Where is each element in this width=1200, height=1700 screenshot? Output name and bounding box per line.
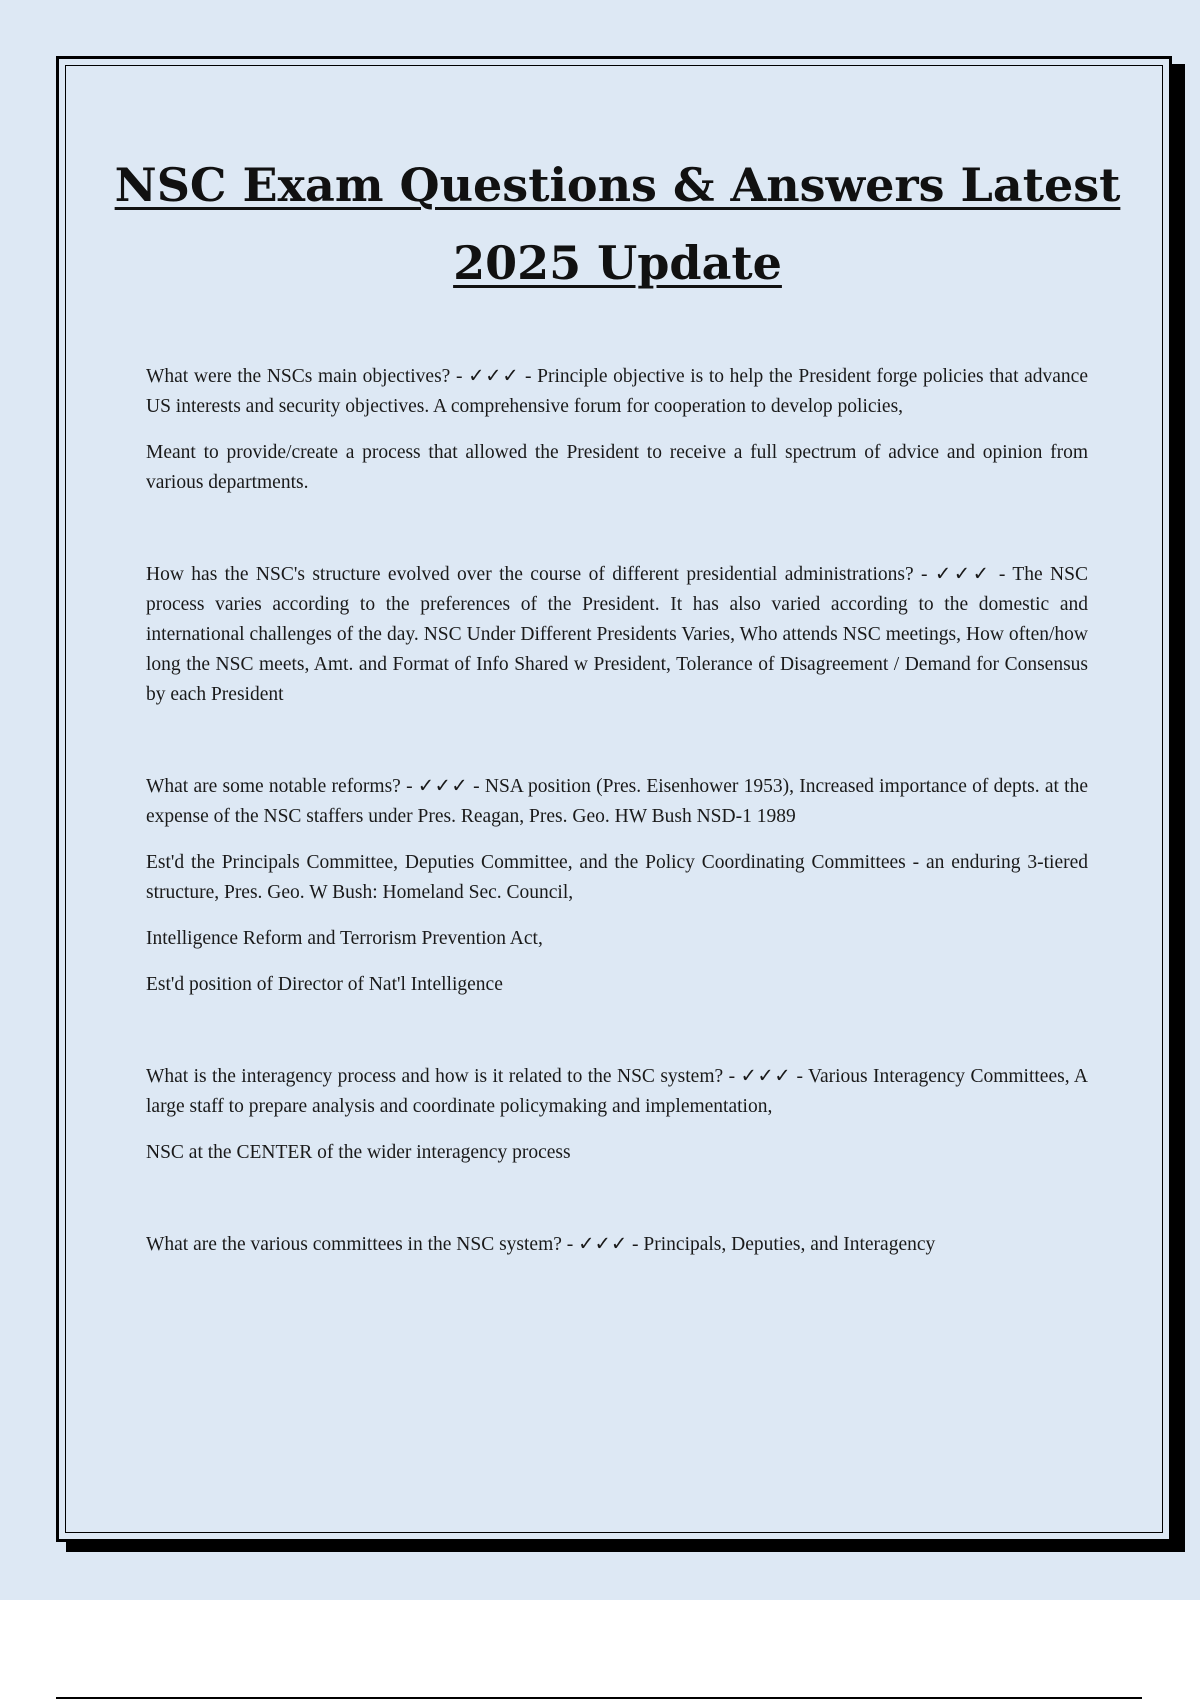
qa-paragraph: NSC at the CENTER of the wider interagency process <box>146 1142 571 1163</box>
qa-paragraph: What are the various committees in the NSC system? - ✓✓✓ - Principals, Deputies, and Interagency <box>146 1234 936 1255</box>
qa-paragraph: What are some notable reforms? - ✓✓✓ - NSA position (Pres. Eisenhower 1953), Increased importance of depts. at the expense of the NSC staffers under Pres. Reagan, Pres. Geo. HW Bush NSD-1 1989 <box>146 776 1088 827</box>
qa-item <box>146 1062 1088 1168</box>
qa-item <box>146 560 1088 710</box>
qa-paragraph: Intelligence Reform and Terrorism Prevention Act, <box>146 928 543 949</box>
qa-item <box>146 1230 1088 1260</box>
qa-paragraph: Est'd the Principals Committee, Deputies Committee, and the Policy Coordinating Committees - an enduring 3-tiered structure, Pres. Geo. W Bush: Homeland Sec. Council, <box>146 852 1088 903</box>
qa-paragraph: What were the NSCs main objectives? - ✓✓✓ - Principle objective is to help the President forge policies that advance US interests and security objectives. A comprehensive forum for cooperation to develop policies, <box>146 366 1088 417</box>
document-title: NSC Exam Questions & Answers Latest 2025 Update <box>114 158 1121 290</box>
qa-paragraph: What is the interagency process and how is it related to the NSC system? - ✓✓✓ - Various Interagency Committees, A large staff to prepare analysis and coordinate policymaking and implementation, <box>146 1066 1088 1117</box>
qa-paragraph: Est'd position of Director of Nat'l Intelligence <box>146 974 503 995</box>
qa-paragraph: How has the NSC's structure evolved over the course of different presidential administrations? - ✓✓✓ - The NSC process varies according to the preferences of the President. It has also varied according to the domestic and international challenges of the day. NSC Under Different Presidents Varies, Who attends NSC meetings, How often/how long the NSC meets, Amt. and Format of Info Shared w President, Tolerance of Disagreement / Demand for Consensus by each President <box>146 564 1088 705</box>
qa-paragraph: Meant to provide/create a process that allowed the President to receive a full spectrum of advice and opinion from various departments. <box>146 442 1088 493</box>
footer-divider <box>56 1697 1142 1699</box>
qa-list <box>146 362 1088 1322</box>
qa-item <box>146 362 1088 498</box>
qa-item <box>146 772 1088 1000</box>
